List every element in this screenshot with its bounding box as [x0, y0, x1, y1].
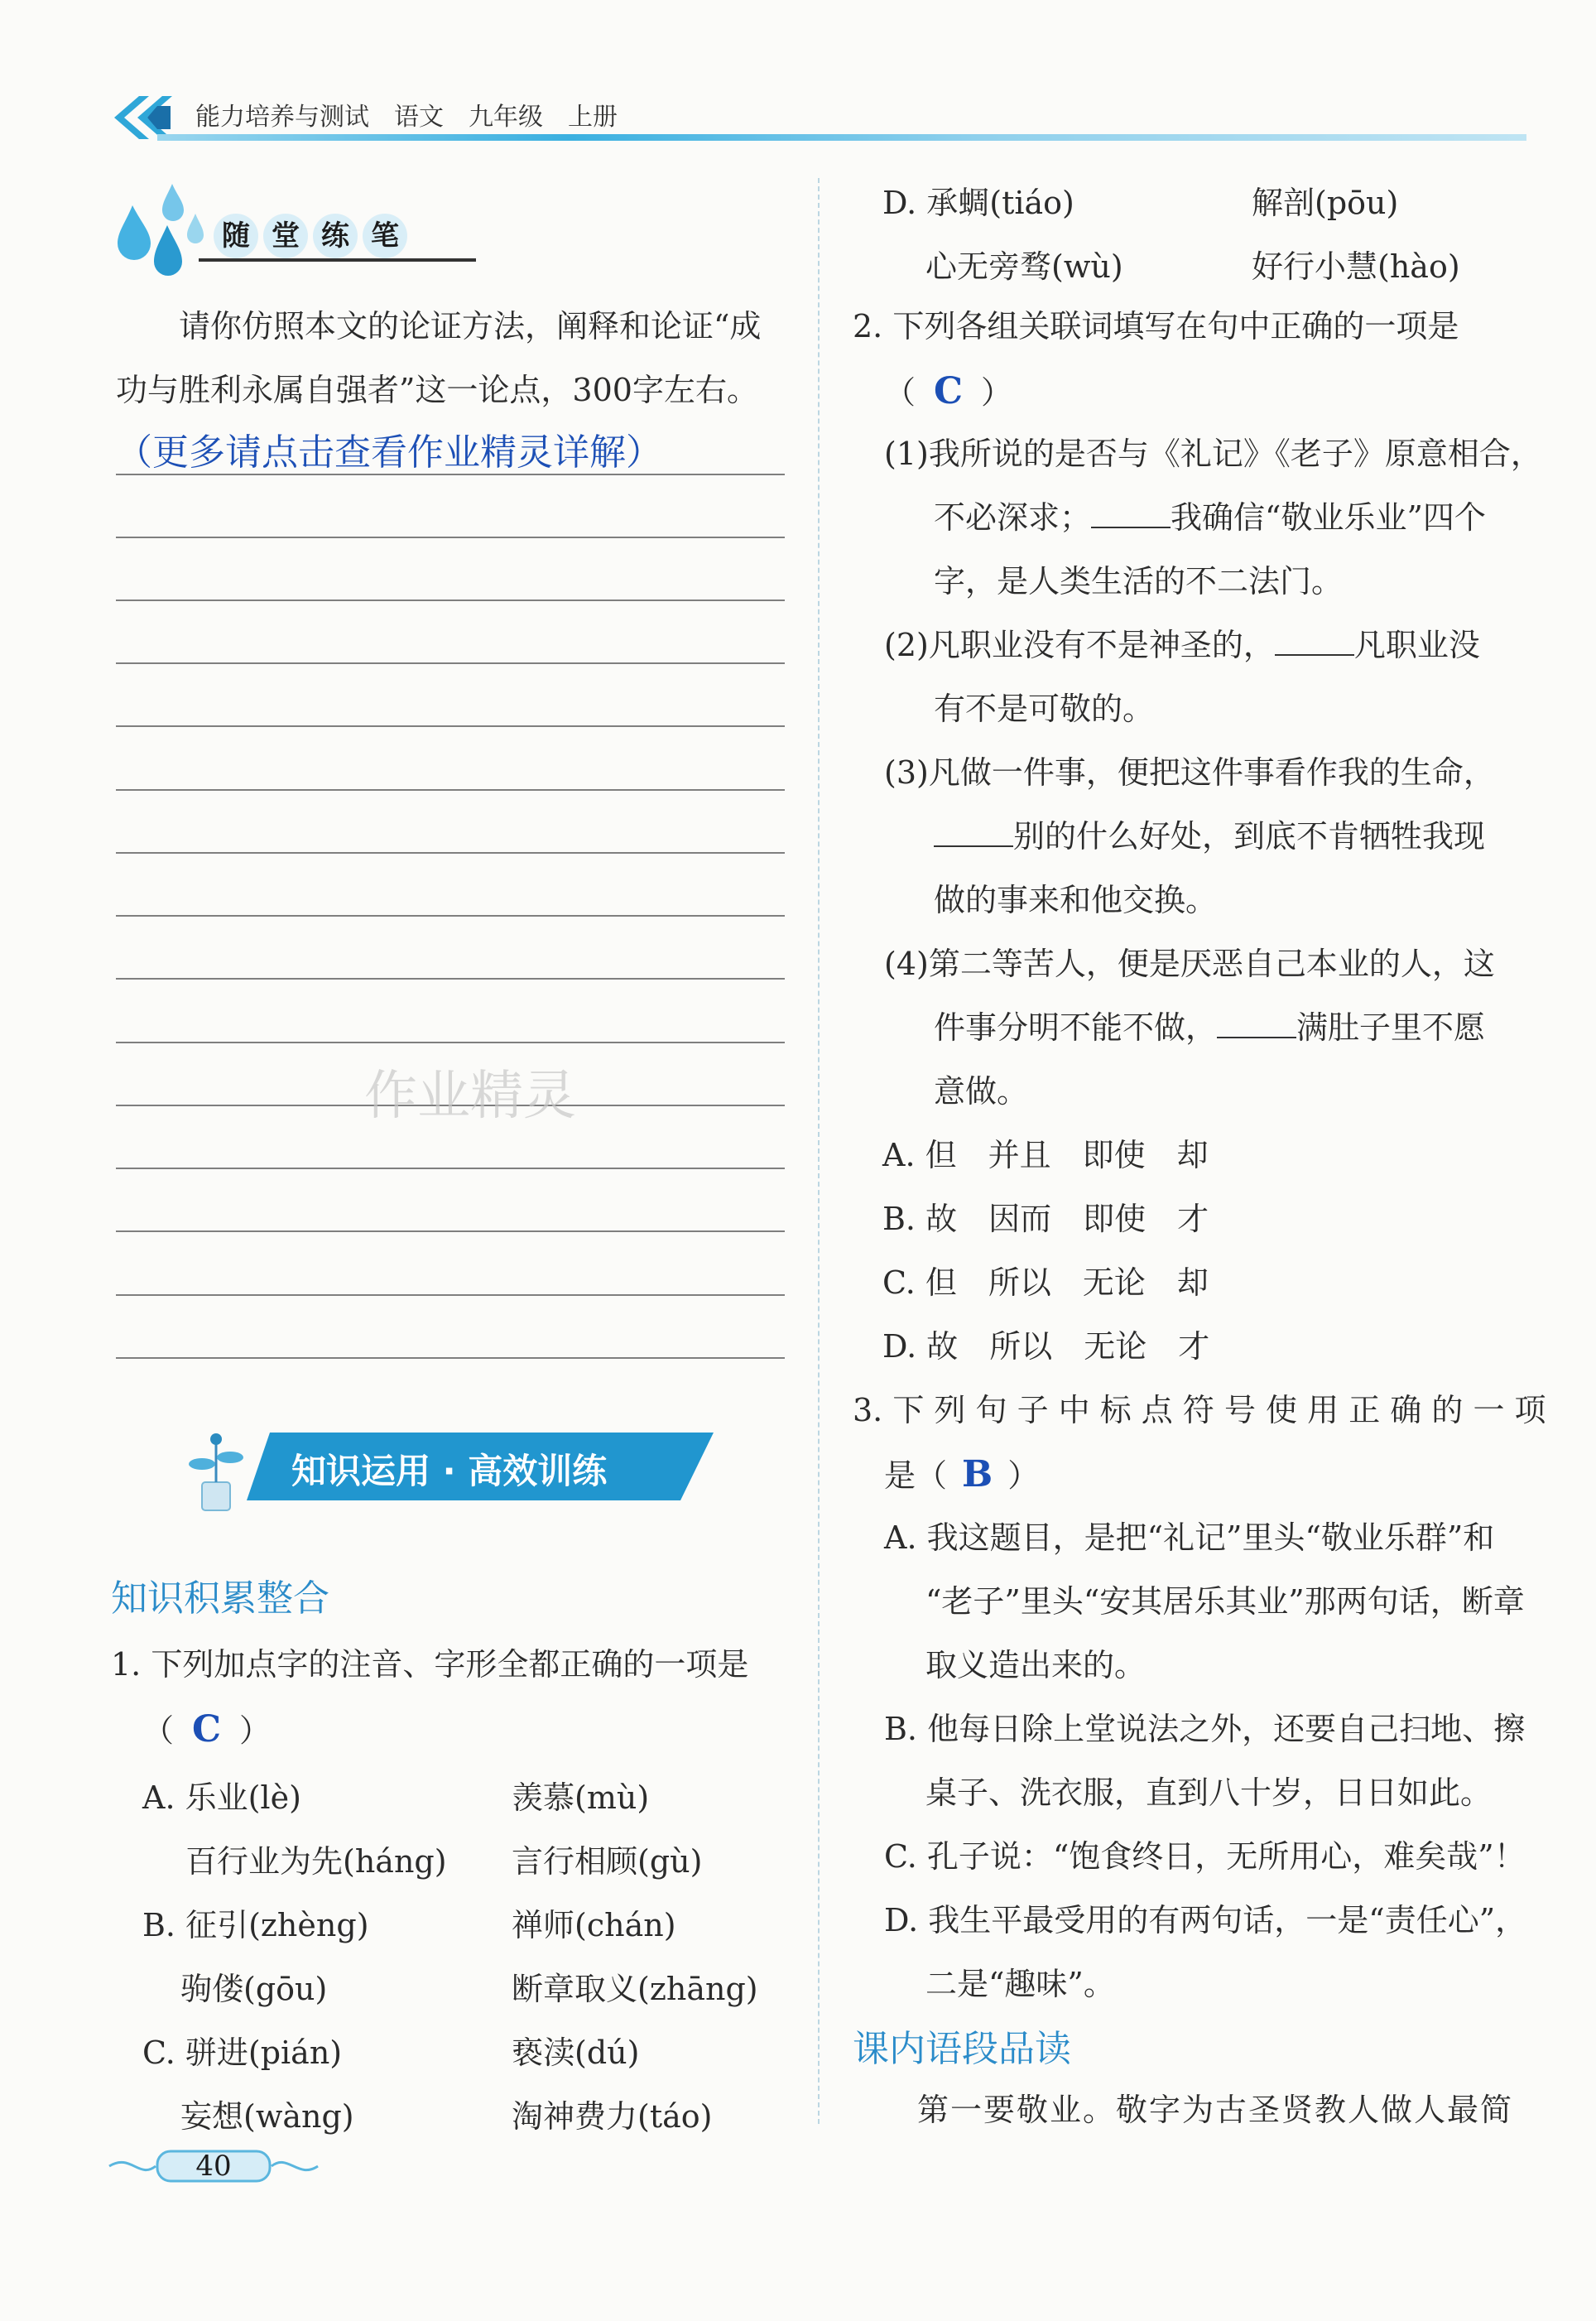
q2-s2b: 有不是可敬的。 — [934, 691, 1155, 727]
writing-line — [116, 474, 785, 475]
q2-s1c: 字，是人类生活的不二法门。 — [934, 563, 1344, 600]
q1-stem: 1. 下列加点字的注音、字形全都正确的一项是 — [111, 1646, 749, 1683]
q2-option-a: A. 但 并且 即使 却 — [882, 1137, 1209, 1173]
essay-title — [214, 214, 407, 258]
q1-option-a2: 羡慕(mù) — [512, 1779, 650, 1816]
q2-s3b: 别的什么好处，到底不肯牺牲我现 — [934, 805, 1485, 869]
banner-title: 知识运用 · 高效训练 — [291, 1451, 608, 1491]
column-divider — [818, 178, 820, 2124]
title-char: 堂 — [263, 214, 308, 258]
page-number: 40 — [195, 2150, 232, 2183]
fill-blank[interactable] — [934, 817, 1013, 847]
writing-line — [116, 852, 785, 854]
q2-s1a: (1)我所说的是否与《礼记》《老子》原意相合， — [884, 436, 1542, 472]
q3-option-d1: D. 我生平最受用的有两句话，一是“责任心”， — [884, 1902, 1527, 1938]
q2-s3a: (3)凡做一件事，便把这件事看作我的生命， — [884, 754, 1495, 791]
q3-answer-line: 是（ B ） — [884, 1453, 1040, 1495]
q1-option-a1: A. 乐业(lè) — [142, 1779, 301, 1816]
q1-option-d3: 心无旁骛(wù) — [925, 248, 1123, 285]
q1-option-c1: C. 骈进(pián) — [142, 2034, 343, 2071]
reading-passage: 第一要敬业。敬字为古圣贤教人做人最简 — [917, 2092, 1514, 2128]
q2-option-b: B. 故 因而 即使 才 — [882, 1201, 1209, 1237]
q3-answer: B — [962, 1453, 993, 1495]
q1-option-c3: 妄想(wàng) — [180, 2098, 354, 2135]
banner-cut — [247, 1433, 270, 1500]
q1-option-a4: 言行相顾(gù) — [512, 1843, 703, 1880]
water-drops-icon — [108, 181, 215, 280]
essay-prompt-line1: 请你仿照本文的论证方法，阐释和论证“成 — [179, 308, 762, 344]
writing-line — [116, 789, 785, 791]
q1-option-c2: 亵渎(dú) — [512, 2034, 640, 2071]
q1-option-b1: B. 征引(zhèng) — [142, 1907, 369, 1943]
q2-s4c: 意做。 — [934, 1073, 1029, 1110]
q2-s4b: 件事分明不能不做， 满肚子里不愿 — [934, 1009, 1486, 1046]
q1-option-b2: 禅师(chán) — [512, 1907, 676, 1943]
section-title-reading: 课内语段品读 — [853, 2028, 1071, 2070]
q3-option-a2: “老子”里头“安其居乐其业”那两句话，断章 — [925, 1583, 1525, 1620]
title-char: 随 — [214, 214, 258, 258]
q2-stem: 2. 下列各组关联词填写在句中正确的一项是 — [853, 308, 1459, 344]
q2-s2a: (2)凡职业没有不是神圣的， 凡职业没 — [884, 627, 1480, 663]
writing-line — [116, 915, 785, 917]
watermark: 作业精灵 — [364, 1066, 576, 1127]
q3-option-c1: C. 孔子说：“饱食终日，无所用心，难矣哉”！ — [884, 1838, 1526, 1875]
q2-option-d: D. 故 所以 无论 才 — [882, 1328, 1210, 1365]
q3-option-d2: 二是“趣味”。 — [925, 1966, 1115, 2002]
fill-blank[interactable] — [1275, 626, 1354, 656]
q3-option-b2: 桌子、洗衣服，直到八十岁，日日如此。 — [925, 1774, 1493, 1811]
header-title: 能力培养与测试 语文 九年级 上册 — [195, 103, 618, 132]
q2-answer: C — [934, 370, 964, 412]
q2-answer-line: （ C ） — [884, 370, 1013, 412]
writing-line — [116, 600, 785, 601]
writing-line — [116, 1357, 785, 1359]
detail-link[interactable]: （更多请点击查看作业精灵详解） — [116, 431, 662, 474]
q2-option-c: C. 但 所以 无论 却 — [882, 1264, 1209, 1301]
q1-option-b4: 断章取义(zhāng) — [512, 1971, 758, 2007]
q3-option-a1: A. 我这题目，是把“礼记”里头“敬业乐群”和 — [884, 1519, 1495, 1556]
header-bar — [157, 134, 1526, 141]
flower-pot-icon — [177, 1431, 252, 1514]
essay-prompt-line2: 功与胜利永属自强者”这一论点，300字左右。 — [116, 372, 758, 408]
writing-line — [116, 1168, 785, 1169]
q1-option-a3: 百行业为先(háng) — [185, 1843, 447, 1880]
q1-option-d4: 好行小慧(hào) — [1252, 248, 1460, 285]
writing-line — [116, 978, 785, 980]
q2-s1b: 不必深求； 我确信“敬业乐业”四个 — [934, 499, 1486, 536]
fill-blank[interactable] — [1091, 498, 1171, 528]
banner-cut — [680, 1433, 714, 1500]
q3-option-a3: 取义造出来的。 — [925, 1647, 1147, 1683]
q1-answer: C — [192, 1708, 222, 1750]
writing-line — [116, 537, 785, 538]
q1-option-b3: 驹偻(gōu) — [180, 1971, 328, 2007]
writing-line — [116, 1294, 785, 1296]
writing-line — [116, 725, 785, 727]
q1-answer-line: （ C ） — [142, 1708, 272, 1750]
q2-s3c: 做的事来和他交换。 — [934, 882, 1218, 918]
writing-line — [116, 1230, 785, 1232]
q3-stem: 3. 下 列 句 子 中 标 点 符 号 使 用 正 确 的 一 项 — [853, 1392, 1546, 1428]
title-underline — [199, 258, 476, 262]
writing-line — [116, 662, 785, 664]
q1-option-c4: 淘神费力(táo) — [512, 2098, 713, 2135]
q2-s4a: (4)第二等苦人，便是厌恶自己本业的人，这 — [884, 946, 1495, 982]
q1-option-d2: 解剖(pōu) — [1252, 185, 1399, 221]
q1-option-d1: D. 承蜩(tiáo) — [882, 185, 1074, 221]
title-char: 笔 — [363, 214, 407, 258]
title-char: 练 — [313, 214, 358, 258]
writing-line — [116, 1042, 785, 1043]
fill-blank[interactable] — [1217, 1009, 1296, 1038]
q3-option-b1: B. 他每日除上堂说法之外，还要自己扫地、擦 — [884, 1711, 1526, 1747]
section-title-knowledge: 知识积累整合 — [111, 1577, 329, 1620]
